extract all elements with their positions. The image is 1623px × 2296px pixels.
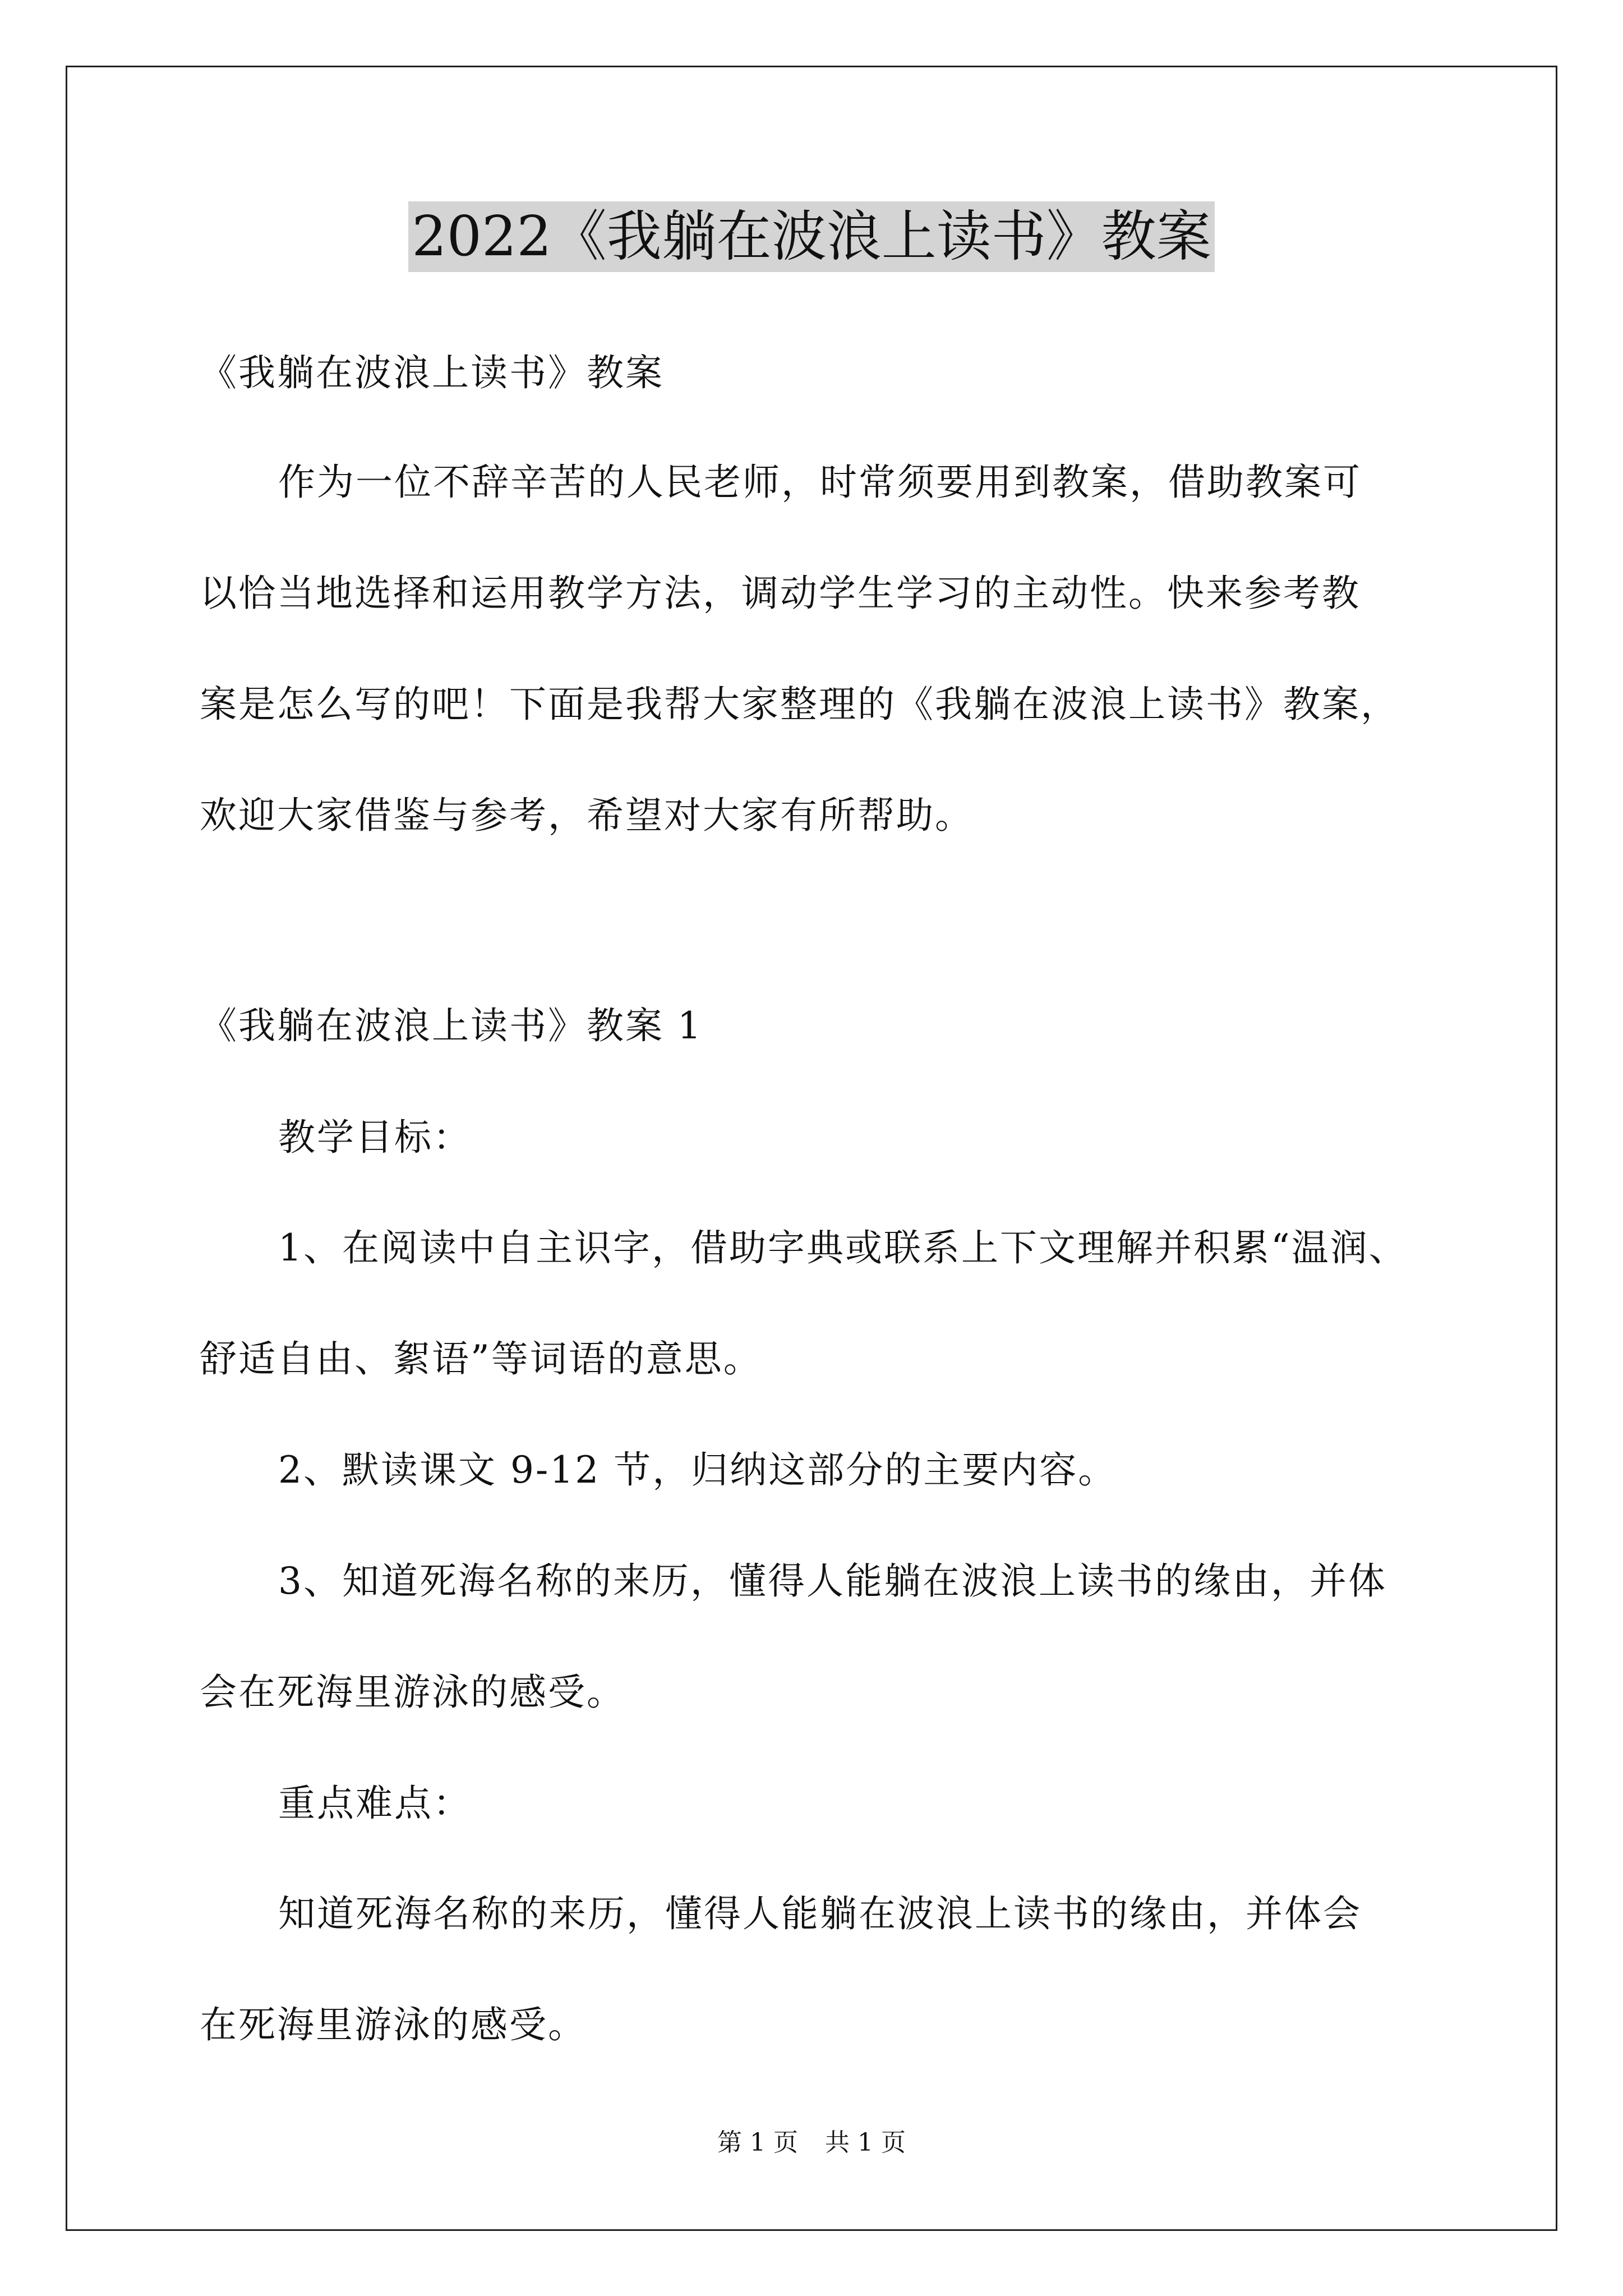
page-footer (0, 2126, 1623, 2160)
goal-2: 2、默读课文 9-12 节，归纳这部分的主要内容。 (278, 1448, 1117, 1492)
goal-3-line-1: 3、知道死海名称的来历，懂得人能躺在波浪上读书的缘由，并体 (278, 1559, 1387, 1603)
intro-line-3: 案是怎么写的吧！下面是我帮大家整理的《我躺在波浪上读书》教案， (200, 683, 1399, 726)
key-points-line-1: 知道死海名称的来历，懂得人能躺在波浪上读书的缘由，并体会 (278, 1892, 1362, 1935)
intro-line-4: 欢迎大家借鉴与参考，希望对大家有所帮助。 (200, 794, 974, 837)
page-number: 第 1 页 (717, 2128, 798, 2157)
section-heading: 《我躺在波浪上读书》教案 1 (200, 1004, 703, 1047)
document-title (0, 197, 1623, 276)
goal-1-line-1: 1、在阅读中自主识字，借助字典或联系上下文理解并积累“温润、 (278, 1226, 1408, 1269)
document-title-text: 2022《我躺在波浪上读书》教案 (408, 201, 1214, 272)
goal-3-line-2: 会在死海里游泳的感受。 (200, 1671, 625, 1714)
intro-line-2: 以恰当地选择和运用教学方法，调动学生学习的主动性。快来参考教 (200, 572, 1361, 615)
key-points-line-2: 在死海里游泳的感受。 (200, 2003, 587, 2046)
page-total: 共 1 页 (825, 2128, 906, 2157)
goal-1-line-2: 舒适自由、絮语”等词语的意思。 (200, 1337, 762, 1381)
document-subtitle: 《我躺在波浪上读书》教案 (200, 351, 664, 394)
goals-heading: 教学目标： (278, 1116, 472, 1159)
intro-line-1: 作为一位不辞辛苦的人民老师，时常须要用到教案，借助教案可 (278, 461, 1362, 504)
key-points-heading: 重点难点： (278, 1782, 472, 1825)
